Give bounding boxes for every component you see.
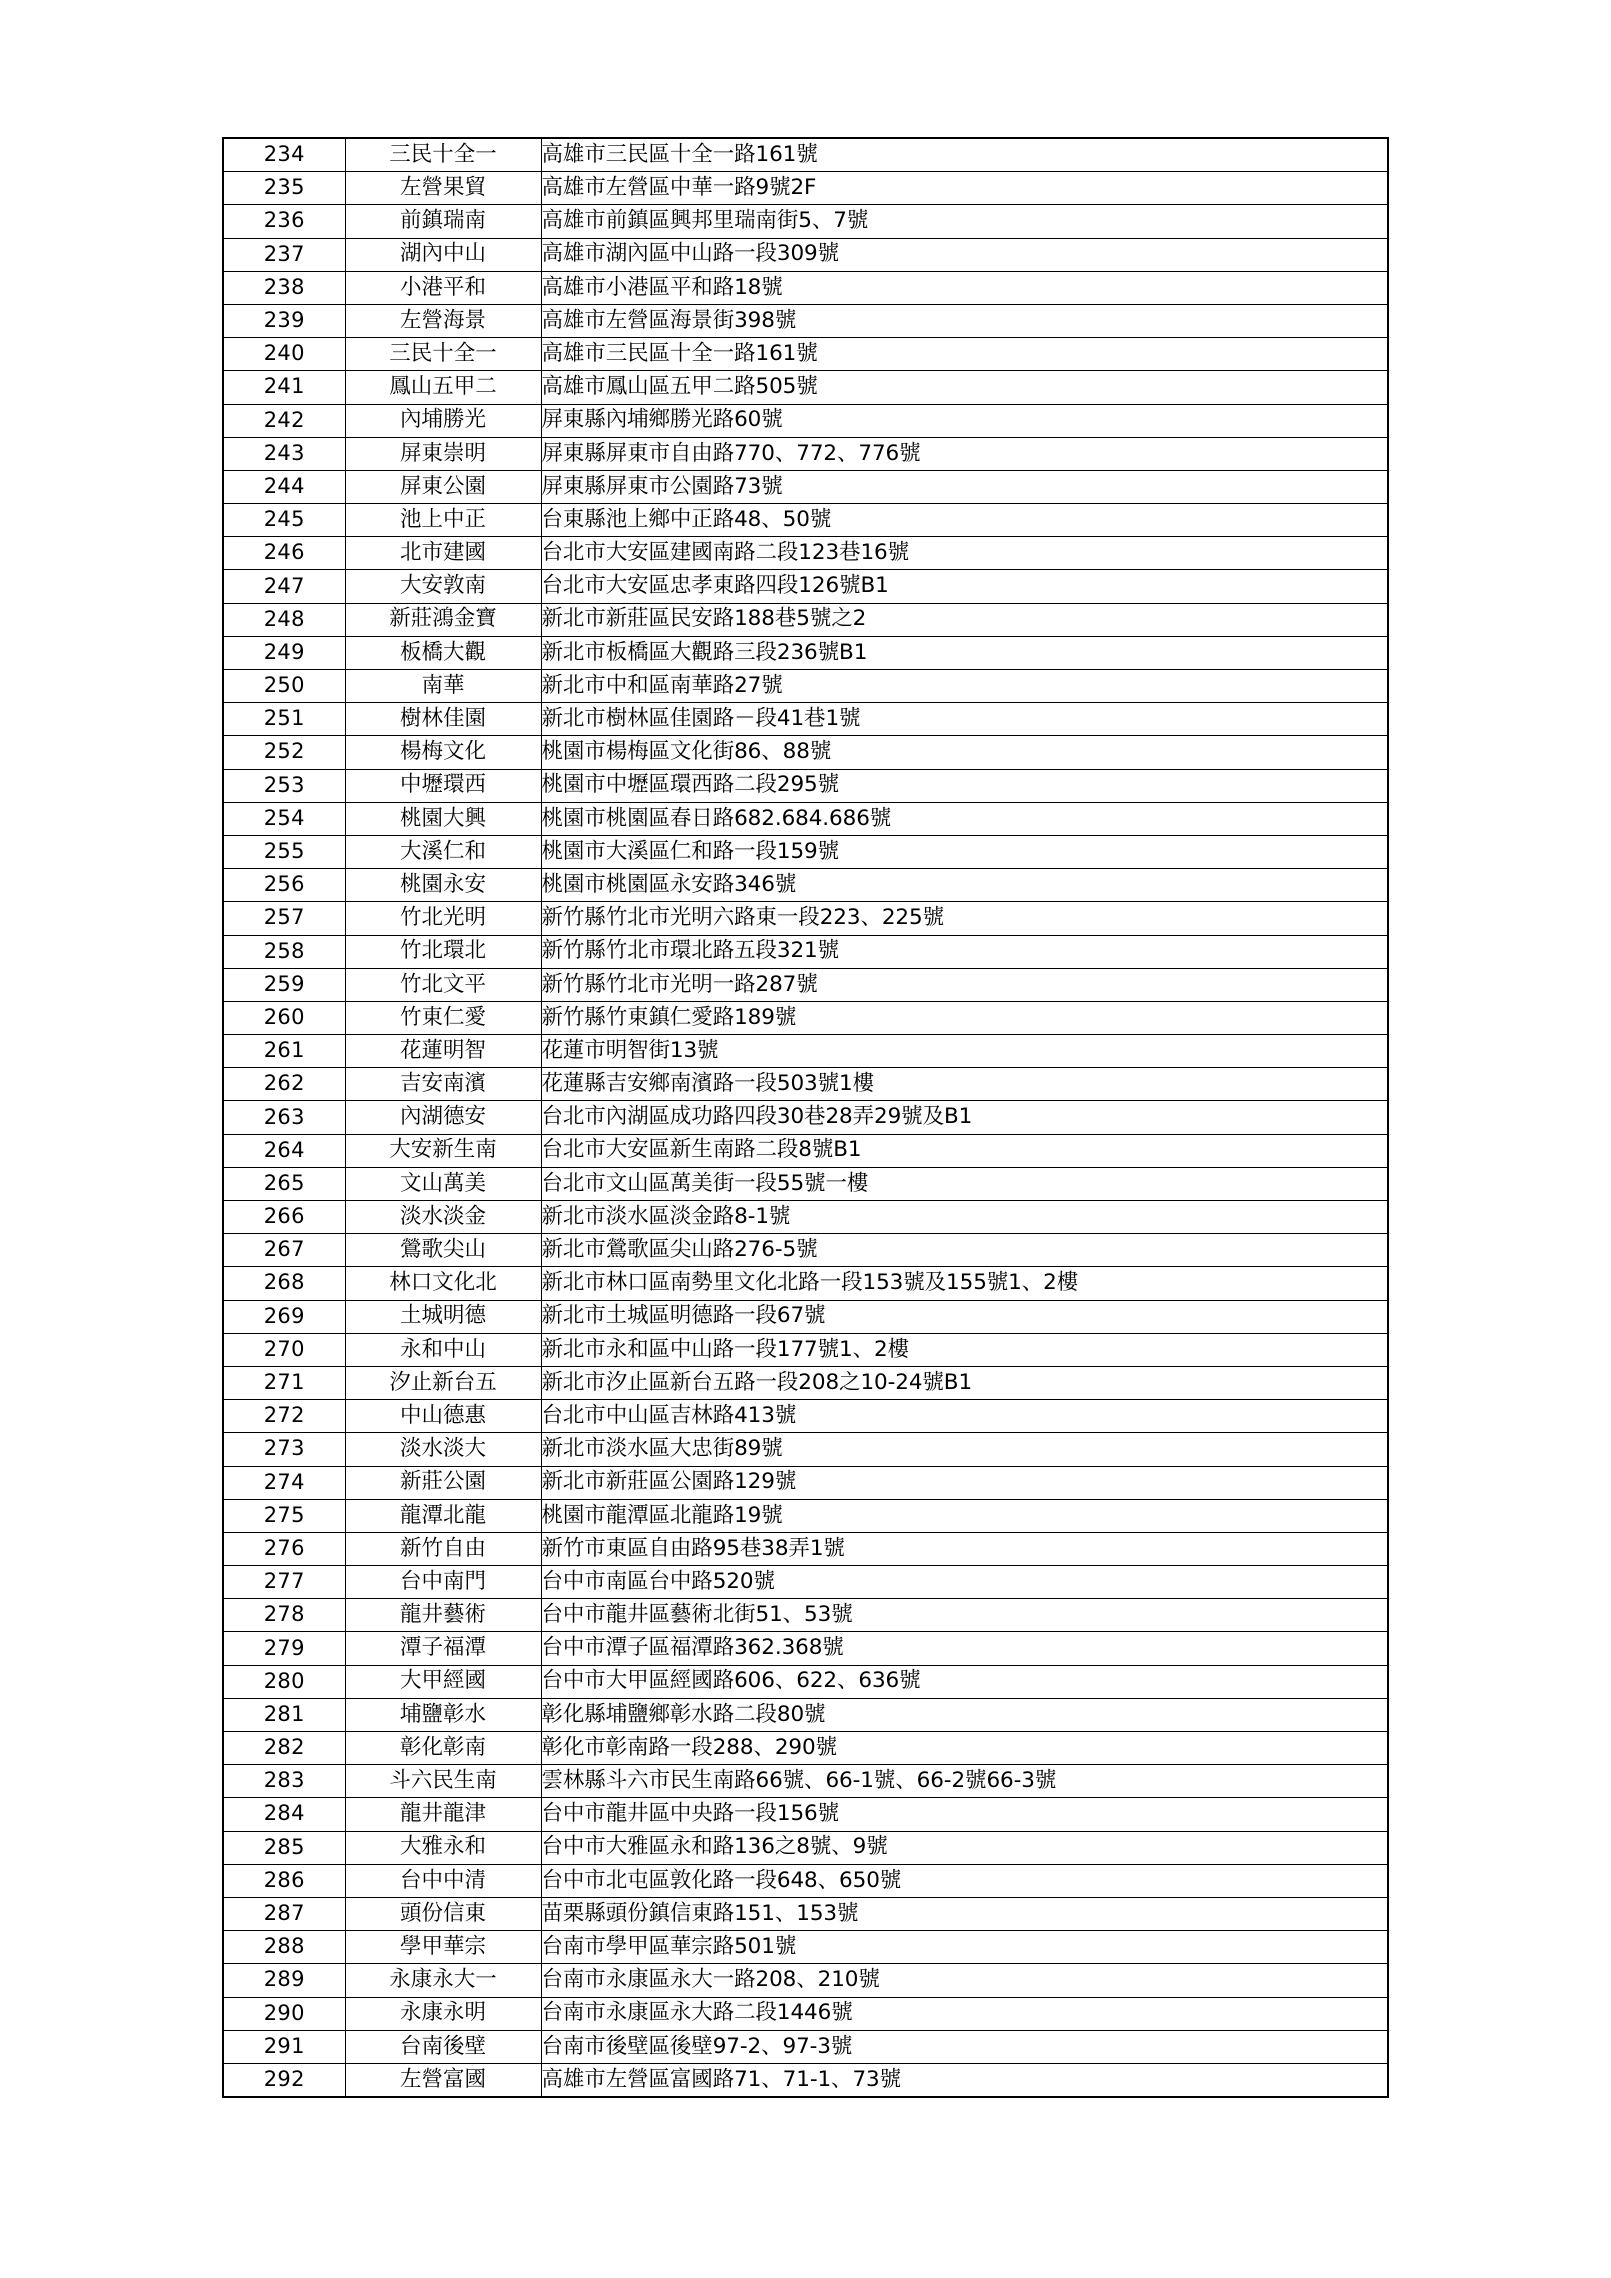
row-index-cell: 271	[223, 1366, 345, 1399]
store-name-cell: 永和中山	[345, 1333, 541, 1366]
store-name-cell: 竹東仁愛	[345, 1001, 541, 1034]
store-address-cell: 高雄市左營區海景街398號	[541, 304, 1388, 337]
store-address-cell: 新北市鶯歌區尖山路276-5號	[541, 1234, 1388, 1267]
store-address-cell: 高雄市左營區富國路71、71-1、73號	[541, 2063, 1388, 2097]
store-name-cell: 花蓮明智	[345, 1035, 541, 1068]
table-row	[223, 902, 1388, 935]
store-address-cell: 花蓮縣吉安鄉南濱路一段503號1樓	[541, 1068, 1388, 1101]
store-name-cell: 池上中正	[345, 504, 541, 537]
table-row	[223, 1599, 1388, 1632]
row-index-cell: 234	[223, 138, 345, 172]
row-index-cell: 235	[223, 172, 345, 205]
table-row	[223, 835, 1388, 868]
store-address-cell: 台中市北屯區敦化路一段648、650號	[541, 1864, 1388, 1897]
row-index-cell: 268	[223, 1267, 345, 1300]
store-address-cell: 桃園市桃園區春日路682.684.686號	[541, 802, 1388, 835]
store-address-cell: 新竹市東區自由路95巷38弄1號	[541, 1532, 1388, 1565]
store-name-cell: 淡水淡大	[345, 1433, 541, 1466]
store-name-cell: 台南後壁	[345, 2030, 541, 2063]
store-address-cell: 高雄市小港區平和路18號	[541, 271, 1388, 304]
row-index-cell: 257	[223, 902, 345, 935]
store-address-cell: 新竹縣竹北市光明一路287號	[541, 968, 1388, 1001]
table-row	[223, 537, 1388, 570]
store-address-cell: 台北市大安區忠孝東路四段126號B1	[541, 570, 1388, 603]
store-name-cell: 彰化彰南	[345, 1732, 541, 1765]
store-name-cell: 北市建國	[345, 537, 541, 570]
store-name-cell: 大雅永和	[345, 1831, 541, 1864]
store-name-cell: 中山德惠	[345, 1400, 541, 1433]
row-index-cell: 275	[223, 1499, 345, 1532]
table-row	[223, 1931, 1388, 1964]
table-row	[223, 470, 1388, 503]
store-address-cell: 新北市新莊區公園路129號	[541, 1466, 1388, 1499]
store-name-cell: 林口文化北	[345, 1267, 541, 1300]
store-address-cell: 桃園市桃園區永安路346號	[541, 869, 1388, 902]
store-name-cell: 左營富國	[345, 2063, 541, 2097]
store-name-cell: 文山萬美	[345, 1167, 541, 1200]
store-name-cell: 竹北光明	[345, 902, 541, 935]
table-row	[223, 504, 1388, 537]
table-row	[223, 802, 1388, 835]
row-index-cell: 249	[223, 636, 345, 669]
table-row	[223, 1532, 1388, 1565]
store-name-cell: 樹林佳園	[345, 703, 541, 736]
table-row	[223, 1134, 1388, 1167]
row-index-cell: 253	[223, 769, 345, 802]
store-address-cell: 台東縣池上鄉中正路48、50號	[541, 504, 1388, 537]
table-row	[223, 1732, 1388, 1765]
table-row	[223, 869, 1388, 902]
store-name-cell: 大甲經國	[345, 1665, 541, 1698]
table-row	[223, 968, 1388, 1001]
store-address-cell: 台南市永康區永大路二段1446號	[541, 1997, 1388, 2030]
store-address-cell: 新北市淡水區大忠街89號	[541, 1433, 1388, 1466]
store-name-cell: 龍井龍津	[345, 1798, 541, 1831]
row-index-cell: 264	[223, 1134, 345, 1167]
table-row	[223, 1366, 1388, 1399]
store-address-cell: 新北市淡水區淡金路8-1號	[541, 1201, 1388, 1234]
row-index-cell: 242	[223, 404, 345, 437]
table-row	[223, 570, 1388, 603]
table-row	[223, 2063, 1388, 2097]
table-row	[223, 769, 1388, 802]
store-name-cell: 內埔勝光	[345, 404, 541, 437]
table-row	[223, 1997, 1388, 2030]
store-address-cell: 屏東縣屏東市自由路770、772、776號	[541, 437, 1388, 470]
row-index-cell: 252	[223, 736, 345, 769]
store-address-cell: 桃園市楊梅區文化街86、88號	[541, 736, 1388, 769]
store-name-cell: 屏東崇明	[345, 437, 541, 470]
store-name-cell: 淡水淡金	[345, 1201, 541, 1234]
store-name-cell: 學甲華宗	[345, 1931, 541, 1964]
store-address-cell: 桃園市中壢區環西路二段295號	[541, 769, 1388, 802]
table-row	[223, 1333, 1388, 1366]
row-index-cell: 279	[223, 1632, 345, 1665]
store-address-cell: 台南市永康區永大一路208、210號	[541, 1964, 1388, 1997]
store-address-cell: 新北市中和區南華路27號	[541, 670, 1388, 703]
store-name-cell: 新竹自由	[345, 1532, 541, 1565]
table-row	[223, 1964, 1388, 1997]
table-row	[223, 404, 1388, 437]
row-index-cell: 241	[223, 371, 345, 404]
table-row	[223, 1765, 1388, 1798]
table-row	[223, 371, 1388, 404]
store-address-cell: 新竹縣竹北市環北路五段321號	[541, 935, 1388, 968]
store-name-cell: 左營果貿	[345, 172, 541, 205]
store-name-cell: 龍潭北龍	[345, 1499, 541, 1532]
row-index-cell: 248	[223, 603, 345, 636]
row-index-cell: 256	[223, 869, 345, 902]
store-address-cell: 台北市文山區萬美街一段55號一樓	[541, 1167, 1388, 1200]
store-name-cell: 永康永明	[345, 1997, 541, 2030]
table-row	[223, 1864, 1388, 1897]
store-name-cell: 三民十全一	[345, 138, 541, 172]
store-name-cell: 潭子福潭	[345, 1632, 541, 1665]
store-name-cell: 小港平和	[345, 271, 541, 304]
table-row	[223, 338, 1388, 371]
store-address-cell: 台北市中山區吉林路413號	[541, 1400, 1388, 1433]
store-name-cell: 竹北環北	[345, 935, 541, 968]
store-name-cell: 桃園永安	[345, 869, 541, 902]
store-name-cell: 大安敦南	[345, 570, 541, 603]
table-row	[223, 1035, 1388, 1068]
store-name-cell: 汐止新台五	[345, 1366, 541, 1399]
row-index-cell: 269	[223, 1300, 345, 1333]
row-index-cell: 266	[223, 1201, 345, 1234]
table-row	[223, 1001, 1388, 1034]
store-address-cell: 桃園市大溪區仁和路一段159號	[541, 835, 1388, 868]
row-index-cell: 267	[223, 1234, 345, 1267]
row-index-cell: 276	[223, 1532, 345, 1565]
table-row	[223, 437, 1388, 470]
store-name-cell: 鳳山五甲二	[345, 371, 541, 404]
store-list-table	[222, 137, 1389, 2098]
store-address-cell: 花蓮市明智街13號	[541, 1035, 1388, 1068]
store-address-cell: 高雄市三民區十全一路161號	[541, 338, 1388, 371]
store-name-cell: 新莊公園	[345, 1466, 541, 1499]
store-address-cell: 高雄市鳳山區五甲二路505號	[541, 371, 1388, 404]
table-row	[223, 935, 1388, 968]
store-name-cell: 前鎮瑞南	[345, 205, 541, 238]
table-row	[223, 2030, 1388, 2063]
store-list-table-body	[223, 138, 1388, 2097]
table-row	[223, 1897, 1388, 1930]
store-address-cell: 苗栗縣頭份鎮信東路151、153號	[541, 1897, 1388, 1930]
row-index-cell: 247	[223, 570, 345, 603]
store-address-cell: 台中市南區台中路520號	[541, 1566, 1388, 1599]
table-row	[223, 1632, 1388, 1665]
row-index-cell: 288	[223, 1931, 345, 1964]
row-index-cell: 272	[223, 1400, 345, 1433]
row-index-cell: 273	[223, 1433, 345, 1466]
table-row	[223, 271, 1388, 304]
row-index-cell: 284	[223, 1798, 345, 1831]
row-index-cell: 287	[223, 1897, 345, 1930]
table-row	[223, 1068, 1388, 1101]
store-address-cell: 屏東縣內埔鄉勝光路60號	[541, 404, 1388, 437]
table-row	[223, 1466, 1388, 1499]
store-name-cell: 大安新生南	[345, 1134, 541, 1167]
row-index-cell: 243	[223, 437, 345, 470]
row-index-cell: 261	[223, 1035, 345, 1068]
store-address-cell: 台中市潭子區福潭路362.368號	[541, 1632, 1388, 1665]
row-index-cell: 286	[223, 1864, 345, 1897]
table-row	[223, 138, 1388, 172]
store-address-cell: 新北市汐止區新台五路一段208之10-24號B1	[541, 1366, 1388, 1399]
store-name-cell: 永康永大一	[345, 1964, 541, 1997]
store-name-cell: 台中南門	[345, 1566, 541, 1599]
store-address-cell: 新竹縣竹東鎮仁愛路189號	[541, 1001, 1388, 1034]
store-address-cell: 台中市龍井區中央路一段156號	[541, 1798, 1388, 1831]
row-index-cell: 236	[223, 205, 345, 238]
row-index-cell: 244	[223, 470, 345, 503]
row-index-cell: 274	[223, 1466, 345, 1499]
table-row	[223, 1167, 1388, 1200]
store-name-cell: 南華	[345, 670, 541, 703]
row-index-cell: 292	[223, 2063, 345, 2097]
store-address-cell: 新北市新莊區民安路188巷5號之2	[541, 603, 1388, 636]
row-index-cell: 262	[223, 1068, 345, 1101]
table-row	[223, 304, 1388, 337]
row-index-cell: 291	[223, 2030, 345, 2063]
table-row	[223, 1234, 1388, 1267]
store-address-cell: 台中市龍井區藝術北街51、53號	[541, 1599, 1388, 1632]
store-address-cell: 新北市永和區中山路一段177號1、2樓	[541, 1333, 1388, 1366]
table-row	[223, 1433, 1388, 1466]
row-index-cell: 258	[223, 935, 345, 968]
store-name-cell: 鶯歌尖山	[345, 1234, 541, 1267]
store-address-cell: 台北市內湖區成功路四段30巷28弄29號及B1	[541, 1101, 1388, 1134]
row-index-cell: 277	[223, 1566, 345, 1599]
store-name-cell: 吉安南濱	[345, 1068, 541, 1101]
table-row	[223, 1665, 1388, 1698]
row-index-cell: 282	[223, 1732, 345, 1765]
store-name-cell: 台中中清	[345, 1864, 541, 1897]
store-address-cell: 高雄市前鎮區興邦里瑞南街5、7號	[541, 205, 1388, 238]
row-index-cell: 259	[223, 968, 345, 1001]
table-row	[223, 1400, 1388, 1433]
store-address-cell: 新北市樹林區佳園路－段41巷1號	[541, 703, 1388, 736]
row-index-cell: 245	[223, 504, 345, 537]
store-address-cell: 新北市板橋區大觀路三段236號B1	[541, 636, 1388, 669]
store-name-cell: 桃園大興	[345, 802, 541, 835]
row-index-cell: 260	[223, 1001, 345, 1034]
row-index-cell: 246	[223, 537, 345, 570]
table-row	[223, 1499, 1388, 1532]
store-address-cell: 台北市大安區新生南路二段8號B1	[541, 1134, 1388, 1167]
table-row	[223, 736, 1388, 769]
row-index-cell: 254	[223, 802, 345, 835]
table-row	[223, 1698, 1388, 1731]
store-address-cell: 雲林縣斗六市民生南路66號、66-1號、66-2號66-3號	[541, 1765, 1388, 1798]
row-index-cell: 263	[223, 1101, 345, 1134]
row-index-cell: 281	[223, 1698, 345, 1731]
row-index-cell: 290	[223, 1997, 345, 2030]
table-row	[223, 603, 1388, 636]
store-address-cell: 台北市大安區建國南路二段123巷16號	[541, 537, 1388, 570]
store-name-cell: 中壢環西	[345, 769, 541, 802]
row-index-cell: 280	[223, 1665, 345, 1698]
store-name-cell: 新莊鴻金寶	[345, 603, 541, 636]
row-index-cell: 251	[223, 703, 345, 736]
store-name-cell: 頭份信東	[345, 1897, 541, 1930]
table-row	[223, 172, 1388, 205]
table-row	[223, 1300, 1388, 1333]
table-row	[223, 1566, 1388, 1599]
row-index-cell: 285	[223, 1831, 345, 1864]
row-index-cell: 237	[223, 238, 345, 271]
table-row	[223, 1831, 1388, 1864]
store-list-table-container	[222, 137, 1387, 2098]
table-row	[223, 670, 1388, 703]
store-name-cell: 湖內中山	[345, 238, 541, 271]
row-index-cell: 278	[223, 1599, 345, 1632]
row-index-cell: 289	[223, 1964, 345, 1997]
row-index-cell: 265	[223, 1167, 345, 1200]
row-index-cell: 250	[223, 670, 345, 703]
store-address-cell: 新北市土城區明德路一段67號	[541, 1300, 1388, 1333]
store-address-cell: 桃園市龍潭區北龍路19號	[541, 1499, 1388, 1532]
store-name-cell: 內湖德安	[345, 1101, 541, 1134]
table-row	[223, 636, 1388, 669]
store-name-cell: 埔鹽彰水	[345, 1698, 541, 1731]
store-address-cell: 台南市後壁區後壁97-2、97-3號	[541, 2030, 1388, 2063]
table-row	[223, 238, 1388, 271]
store-name-cell: 屏東公園	[345, 470, 541, 503]
row-index-cell: 255	[223, 835, 345, 868]
table-row	[223, 1201, 1388, 1234]
row-index-cell: 270	[223, 1333, 345, 1366]
store-address-cell: 屏東縣屏東市公園路73號	[541, 470, 1388, 503]
row-index-cell: 239	[223, 304, 345, 337]
store-address-cell: 新竹縣竹北市光明六路東一段223、225號	[541, 902, 1388, 935]
store-address-cell: 彰化縣埔鹽鄉彰水路二段80號	[541, 1698, 1388, 1731]
store-name-cell: 竹北文平	[345, 968, 541, 1001]
store-address-cell: 台南市學甲區華宗路501號	[541, 1931, 1388, 1964]
row-index-cell: 238	[223, 271, 345, 304]
row-index-cell: 240	[223, 338, 345, 371]
store-name-cell: 龍井藝術	[345, 1599, 541, 1632]
store-address-cell: 台中市大雅區永和路136之8號、9號	[541, 1831, 1388, 1864]
store-address-cell: 彰化市彰南路一段288、290號	[541, 1732, 1388, 1765]
table-row	[223, 703, 1388, 736]
store-name-cell: 大溪仁和	[345, 835, 541, 868]
store-name-cell: 板橋大觀	[345, 636, 541, 669]
store-address-cell: 高雄市左營區中華一路9號2F	[541, 172, 1388, 205]
table-row	[223, 205, 1388, 238]
store-name-cell: 三民十全一	[345, 338, 541, 371]
store-name-cell: 斗六民生南	[345, 1765, 541, 1798]
store-name-cell: 楊梅文化	[345, 736, 541, 769]
table-row	[223, 1267, 1388, 1300]
table-row	[223, 1101, 1388, 1134]
store-address-cell: 高雄市湖內區中山路一段309號	[541, 238, 1388, 271]
store-address-cell: 台中市大甲區經國路606、622、636號	[541, 1665, 1388, 1698]
store-name-cell: 土城明德	[345, 1300, 541, 1333]
row-index-cell: 283	[223, 1765, 345, 1798]
store-address-cell: 新北市林口區南勢里文化北路一段153號及155號1、2樓	[541, 1267, 1388, 1300]
store-name-cell: 左營海景	[345, 304, 541, 337]
store-address-cell: 高雄市三民區十全一路161號	[541, 138, 1388, 172]
table-row	[223, 1798, 1388, 1831]
